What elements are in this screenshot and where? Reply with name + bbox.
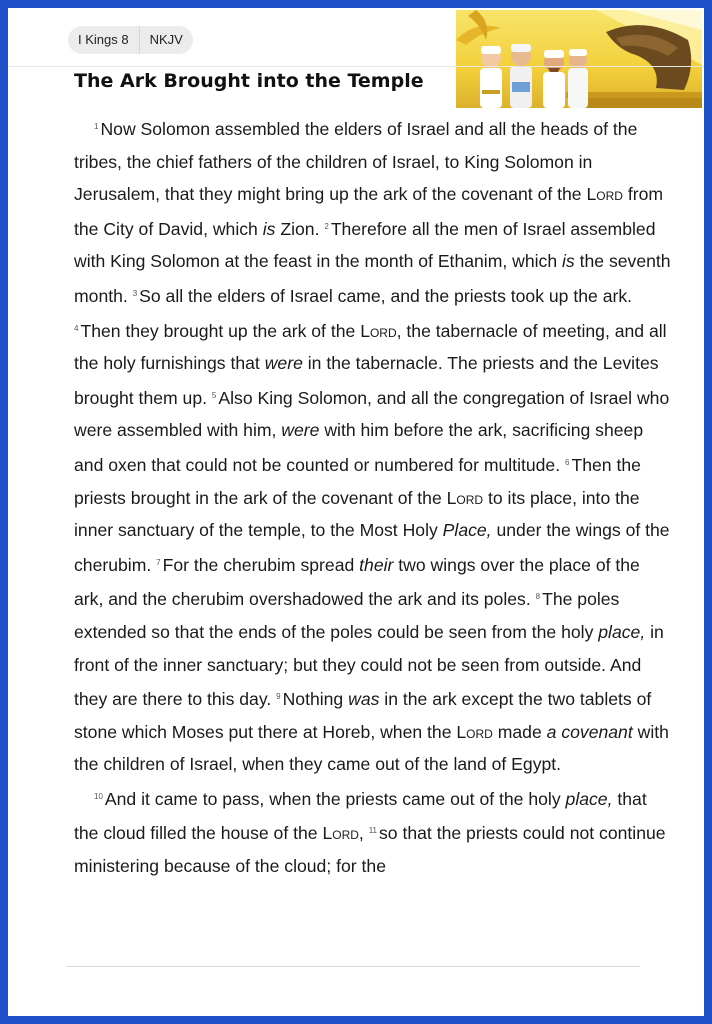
verse-number[interactable]: 3: [132, 288, 138, 298]
chapter-illustration: [456, 10, 702, 108]
scripture-text: [74, 111, 674, 883]
chapter-button[interactable]: I Kings 8: [78, 32, 129, 47]
header-divider: [8, 66, 704, 67]
temple-illustration-icon: [456, 10, 702, 108]
verse-number[interactable]: 7: [156, 557, 161, 567]
verse-number[interactable]: 8: [535, 592, 541, 602]
verse-number[interactable]: 2: [324, 221, 329, 231]
verse-number[interactable]: 10: [94, 791, 103, 801]
reader-page: [8, 8, 704, 1016]
section-title: The Ark Brought into the Temple: [74, 70, 424, 92]
translation-button[interactable]: NKJV: [149, 32, 183, 47]
verse-number[interactable]: 1: [94, 122, 99, 131]
verse-number[interactable]: 6: [565, 457, 570, 467]
verse-number[interactable]: 9: [276, 692, 281, 702]
verse-number[interactable]: 5: [211, 390, 217, 400]
chapter-pill: [68, 26, 193, 54]
verse-number[interactable]: 4: [74, 323, 79, 333]
paragraph: $^1$ Now Solomon assembled the elders of Israel and all the heads of the tribes, the chief fathers of the children of Israel, to King Solomon in Jerusalem, that they might bring up the ark of the covenant of the Lord from the City of David, which is Zion. $^2$ Therefore all the men of Israel assembled with King Solomon at the feast in the month of Ethanim, which is the seventh month. $^3$ So all the elders of Israel came, and the priests took up the ark. $^4$ Then they brought up the ark of the Lord, the tabernacle of meeting, and all the holy furnishings that were in the tabernacle. The priests and the Levites brought them up. $^5$ Also King Solomon, and all the congregation of Israel who were assembled with him, were with him before the ark, sacrificing sheep and oxen that could not be counted or numbered for multitude. $^6$ Then the priests brought in the ark of the covenant of the Lord to its place, into the inner sanctuary of the temple, to the Most Holy Place, under the wings of the cherubim. $^7$ For the cherubim spread their two wings over the place of the ark, and the cherubim overshadowed the ark and its poles. $^8$ The poles extended so that the ends of the poles could be seen from the holy place, in front of the inner sanctuary; but they could not be seen from outside. And they are there to this day. $^9$ Nothing was in the ark except the two tablets of stone which Moses put there at Horeb, when the Lord made a covenant with the children of Israel, when they came out of the land of Egypt.: [74, 119, 671, 775]
footer-divider: [66, 966, 640, 967]
paragraph: $^{10}$ And it came to pass, when the priests came out of the holy place, that the cloud filled the house of the Lord, $^{11}$ so that the priests could not continue ministering because of the cloud; for the: [74, 788, 666, 877]
verse-number[interactable]: 11: [368, 826, 377, 836]
